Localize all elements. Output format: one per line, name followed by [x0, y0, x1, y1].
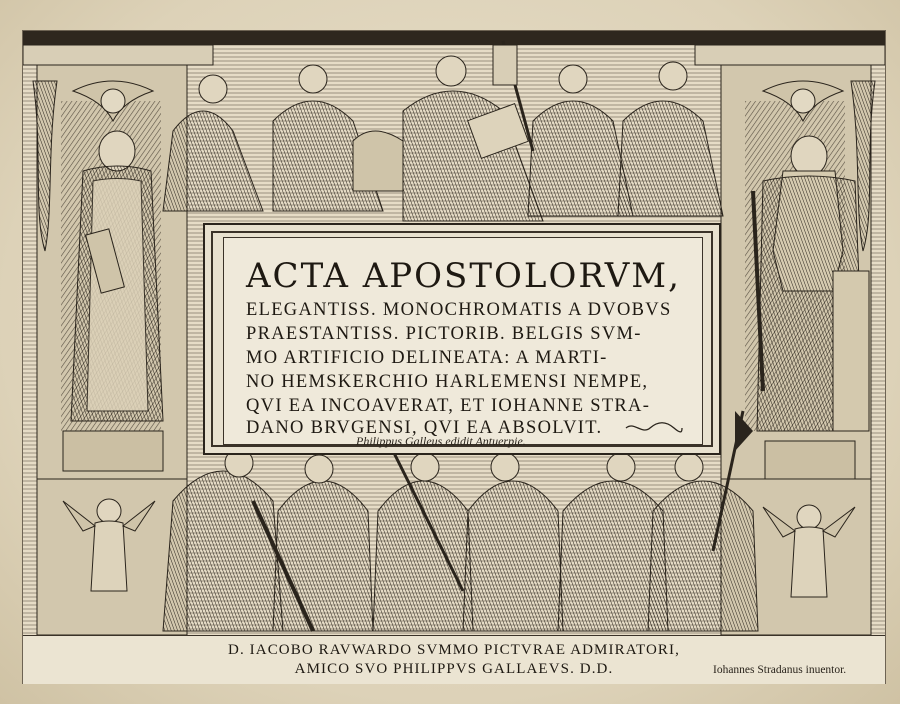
dedication-line-1: D. IACOBO RAVWARDO SVMMO PICTVRAE ADMIRATORI,	[228, 642, 680, 658]
left-pedestal	[63, 431, 163, 471]
plate-title: ACTA APOSTOLORVM,	[246, 256, 681, 296]
title-panel	[223, 237, 703, 448]
engraved-plate	[22, 30, 886, 684]
entablature-top	[23, 31, 885, 45]
dedication-line-2: AMICO SVO PHILIPPVS GALLAEVS. D.D.	[294, 661, 614, 677]
title-body-line: NO HEMSKERCHIO HARLEMENSI NEMPE,	[246, 372, 649, 392]
title-body-line: ELEGANTISS. MONOCHROMATIS A DVOBVS	[246, 300, 672, 320]
saint-right-figure	[753, 136, 869, 431]
right-pedestal	[765, 441, 855, 479]
title-cartouche	[203, 223, 721, 455]
title-body-line: QVI EA INCOAVERAT, ET IOHANNE STRA-	[246, 396, 651, 416]
inventor-credit: Iohannes Stradanus inuentor.	[713, 664, 847, 676]
title-body-line: PRAESTANTISS. PICTORIB. BELGIS SVM-	[246, 324, 642, 344]
title-body-line: MO ARTIFICIO DELINEATA: A MARTI-	[246, 348, 608, 368]
flourish-ornament	[624, 421, 684, 435]
title-body-line: DANO BRVGENSI, QVI EA ABSOLVIT.	[246, 418, 603, 438]
publisher-imprint: Philippus Galleus edidit Antuerpie.	[356, 434, 526, 448]
